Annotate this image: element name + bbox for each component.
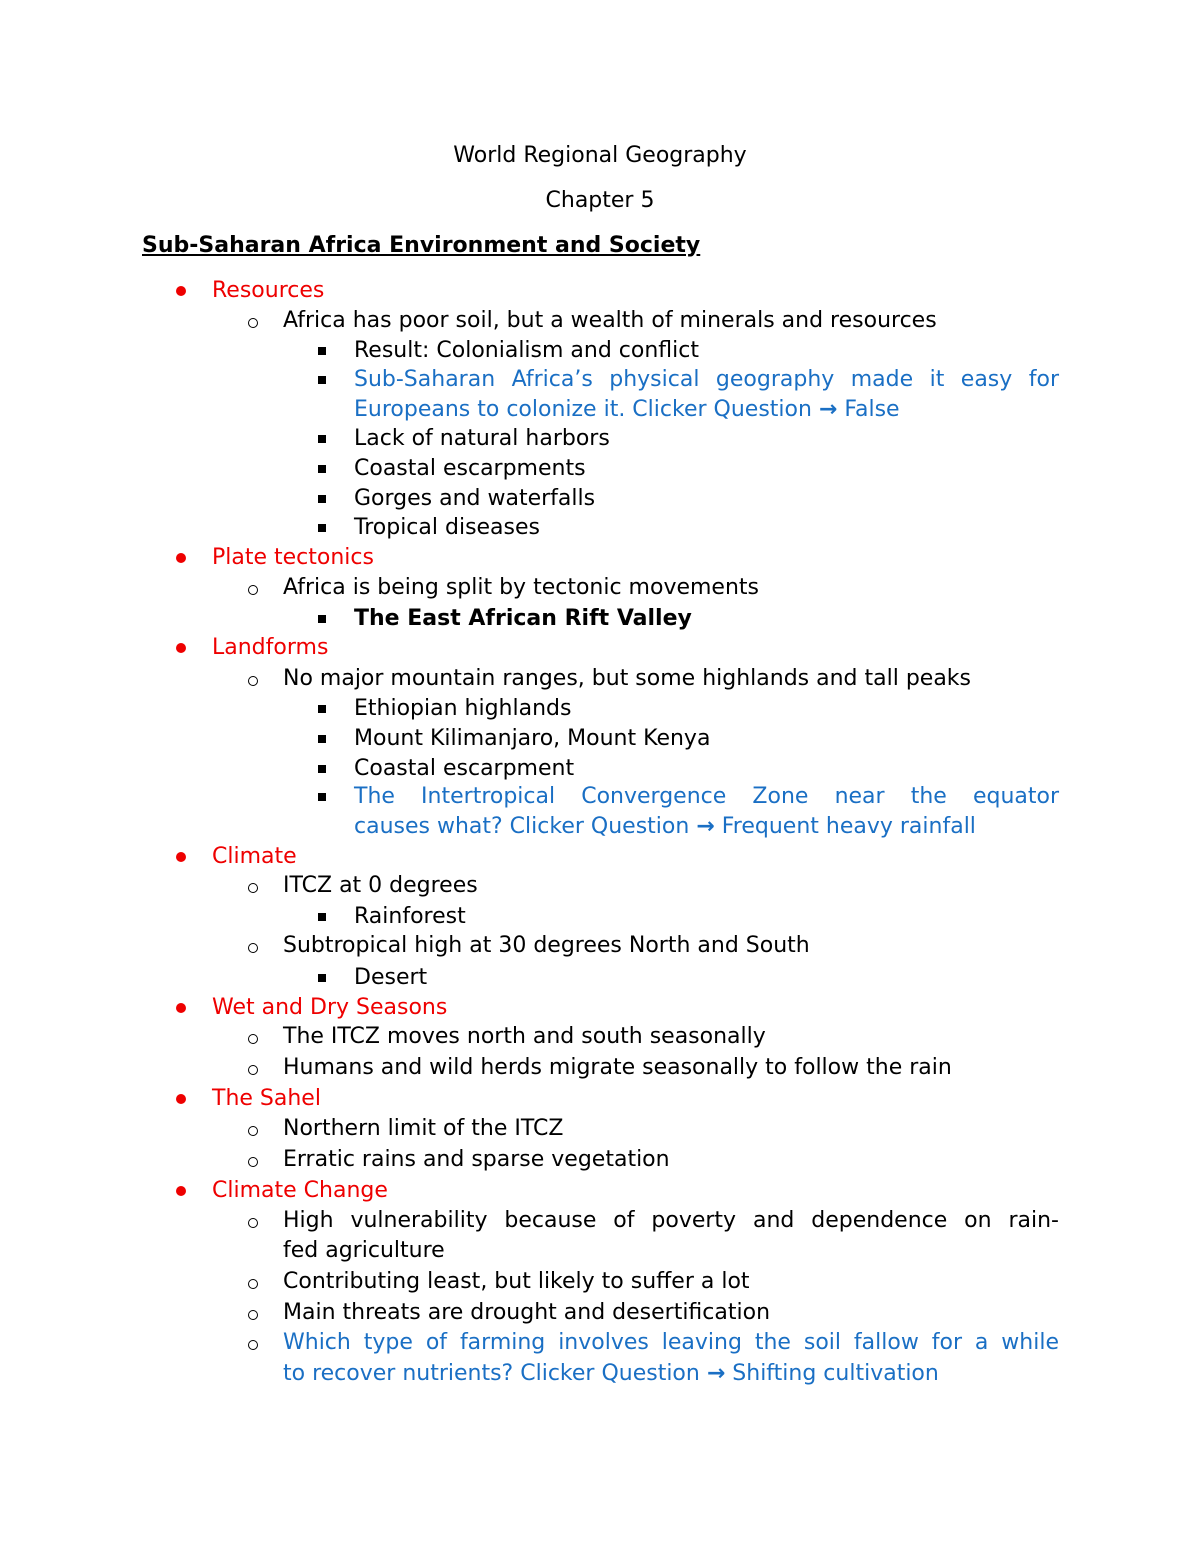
topic-landforms: Landforms xyxy=(212,635,329,660)
red-bullet-icon xyxy=(176,286,186,296)
climate-item: Desert xyxy=(354,965,428,990)
resources-item: Gorges and waterfalls xyxy=(354,486,596,511)
document-title: World Regional Geography xyxy=(453,143,747,168)
clicker-question-line xyxy=(354,812,976,842)
arrow-icon: → xyxy=(696,814,715,839)
plate-item: The East African Rift Valley xyxy=(354,606,692,631)
climate-point: ITCZ at 0 degrees xyxy=(283,873,478,898)
topic-sahel: The Sahel xyxy=(212,1086,321,1111)
square-bullet-icon xyxy=(318,793,326,801)
square-bullet-icon xyxy=(318,765,326,773)
circle-bullet-icon xyxy=(248,1157,258,1167)
arrow-icon: → xyxy=(706,1361,726,1386)
resources-item: Result: Colonialism and conflict xyxy=(354,338,699,363)
landforms-item: Ethiopian highlands xyxy=(354,696,572,721)
circle-bullet-icon xyxy=(248,1065,258,1075)
clicker-answer: Shifting cultivation xyxy=(732,1361,939,1386)
plate-point: Africa is being split by tectonic movements xyxy=(283,575,759,600)
resources-item: Lack of natural harbors xyxy=(354,426,610,451)
red-bullet-icon xyxy=(176,553,186,563)
topic-resources: Resources xyxy=(212,278,325,303)
resources-point: Africa has poor soil, but a wealth of minerals and resources xyxy=(283,308,937,333)
resources-item: Coastal escarpments xyxy=(354,456,586,481)
red-bullet-icon xyxy=(176,1094,186,1104)
square-bullet-icon xyxy=(318,435,326,443)
clicker-answer: Frequent heavy rainfall xyxy=(721,814,976,839)
clicker-question-line: The Intertropical Convergence Zone near the equator xyxy=(354,784,1059,809)
circle-bullet-icon xyxy=(248,318,258,328)
clicker-question-text: causes what? Clicker Question xyxy=(354,814,690,839)
clicker-question-text: Europeans to colonize it. Clicker Question xyxy=(354,397,812,422)
square-bullet-icon xyxy=(318,735,326,743)
circle-bullet-icon xyxy=(248,1340,258,1350)
square-bullet-icon xyxy=(318,347,326,355)
section-heading: Sub-Saharan Africa Environment and Society xyxy=(142,233,701,258)
circle-bullet-icon xyxy=(248,1126,258,1136)
red-bullet-icon xyxy=(176,1186,186,1196)
circle-bullet-icon xyxy=(248,1218,258,1228)
square-bullet-icon xyxy=(318,974,326,982)
sahel-point: Northern limit of the ITCZ xyxy=(283,1116,564,1141)
red-bullet-icon xyxy=(176,643,186,653)
square-bullet-icon xyxy=(318,495,326,503)
wetdry-point: Humans and wild herds migrate seasonally to follow the rain xyxy=(283,1055,952,1080)
topic-wet-dry-seasons: Wet and Dry Seasons xyxy=(212,995,448,1020)
clicker-question-line xyxy=(354,395,900,425)
chapter-label: Chapter 5 xyxy=(545,188,655,213)
climate-point: Subtropical high at 30 degrees North and South xyxy=(283,933,810,958)
circle-bullet-icon xyxy=(248,883,258,893)
circle-bullet-icon xyxy=(248,1034,258,1044)
clicker-question-text: to recover nutrients? Clicker Question xyxy=(283,1361,700,1386)
climatechange-point: Contributing least, but likely to suffer a lot xyxy=(283,1269,750,1294)
red-bullet-icon xyxy=(176,852,186,862)
landforms-point: No major mountain ranges, but some highlands and tall peaks xyxy=(283,666,972,691)
clicker-answer: False xyxy=(844,397,900,422)
climatechange-point: Main threats are drought and desertification xyxy=(283,1300,771,1325)
topic-plate-tectonics: Plate tectonics xyxy=(212,545,374,570)
square-bullet-icon xyxy=(318,524,326,532)
square-bullet-icon xyxy=(318,913,326,921)
wetdry-point: The ITCZ moves north and south seasonally xyxy=(283,1024,766,1049)
circle-bullet-icon xyxy=(248,943,258,953)
clicker-question-line: Sub-Saharan Africa’s physical geography made it easy for xyxy=(354,367,1059,392)
landforms-item: Coastal escarpment xyxy=(354,756,575,781)
topic-climate: Climate xyxy=(212,844,297,869)
square-bullet-icon xyxy=(318,376,326,384)
climate-item: Rainforest xyxy=(354,904,466,929)
red-bullet-icon xyxy=(176,1003,186,1013)
clicker-question-line: Which type of farming involves leaving the soil fallow for a while xyxy=(283,1330,1059,1355)
square-bullet-icon xyxy=(318,465,326,473)
resources-item: Tropical diseases xyxy=(354,515,541,540)
arrow-icon: → xyxy=(818,397,838,422)
topic-climate-change: Climate Change xyxy=(212,1178,388,1203)
climatechange-point: High vulnerability because of poverty and dependence on rain- xyxy=(283,1208,1059,1233)
clicker-question-line xyxy=(283,1359,939,1389)
square-bullet-icon xyxy=(318,705,326,713)
circle-bullet-icon xyxy=(248,585,258,595)
square-bullet-icon xyxy=(318,615,326,623)
climatechange-point-cont: fed agriculture xyxy=(283,1238,445,1263)
sahel-point: Erratic rains and sparse vegetation xyxy=(283,1147,670,1172)
circle-bullet-icon xyxy=(248,1310,258,1320)
circle-bullet-icon xyxy=(248,1279,258,1289)
circle-bullet-icon xyxy=(248,676,258,686)
landforms-item: Mount Kilimanjaro, Mount Kenya xyxy=(354,726,711,751)
